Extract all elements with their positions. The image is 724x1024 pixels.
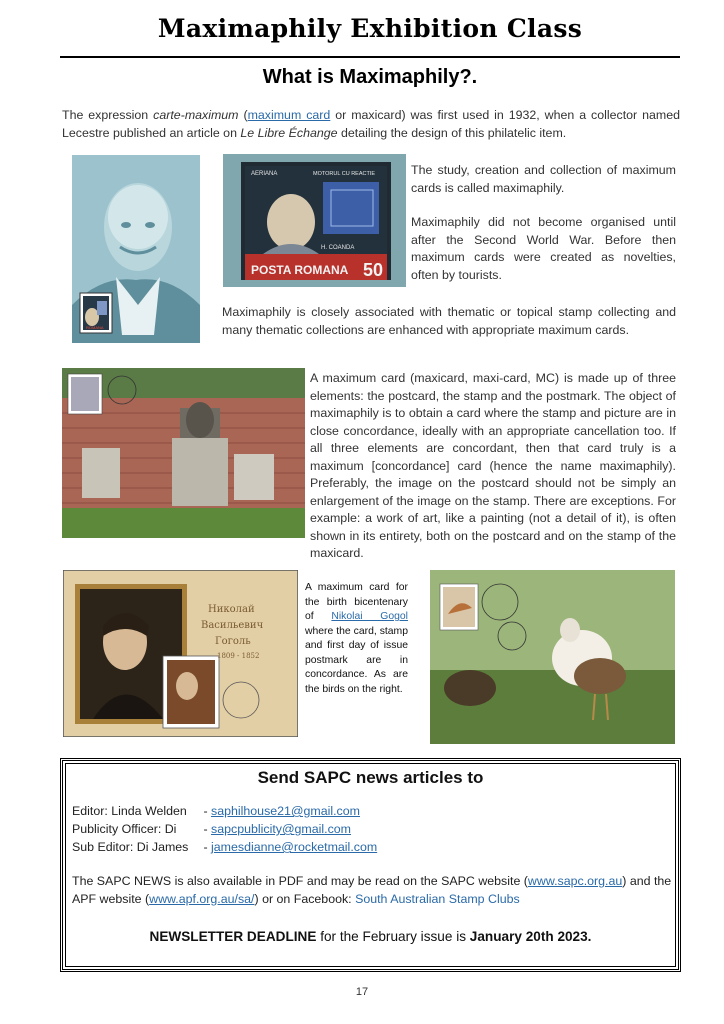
card-text-line1: Николай bbox=[208, 604, 255, 615]
stamp-label-left: AERIANA bbox=[251, 171, 278, 177]
sapc-website-link[interactable]: www.sapc.org.au bbox=[527, 874, 623, 888]
coanda-stamp-image bbox=[223, 154, 406, 287]
subeditor-row: Sub Editor: Di James - jamesdianne@rocketmail.com bbox=[72, 840, 378, 854]
birds-maxicard-image bbox=[430, 570, 675, 744]
editor-email-link[interactable]: saphilhouse21@gmail.com bbox=[211, 804, 360, 818]
nikolai-gogol-link[interactable]: Nikolai Gogol bbox=[331, 611, 408, 622]
subeditor-role: Sub Editor: Di James bbox=[72, 840, 189, 854]
newsletter-deadline: NEWSLETTER DEADLINE for the February issue is January 20th 2023. bbox=[149, 929, 592, 944]
facebook-link[interactable]: South Australian Stamp Clubs bbox=[355, 892, 520, 906]
svg-text:ROMANA: ROMANA bbox=[86, 325, 104, 330]
card-text-line3: Гоголь bbox=[215, 636, 251, 647]
page-number: 17 bbox=[355, 986, 369, 998]
card-text-line2: Васильевич bbox=[201, 620, 264, 631]
header-rule bbox=[60, 56, 680, 58]
publicity-row: Publicity Officer: Di - sapcpublicity@gmail.com bbox=[72, 822, 351, 836]
contact-box-title: Send SAPC news articles to bbox=[257, 768, 484, 787]
stamp-label-right: MOTORUL CU REACTIE bbox=[313, 171, 376, 177]
maximum-card-explanation-paragraph: A maximum card (maxicard, maxi-card, MC) is made up of three elements: the postcard, the stamp and the postmark. The object of maximaphily is to obtain a card where the stamp and picture are in close concordance, ideally with an appropriate cancellation too. If all three elements are concordant, then that card truly is a maximum [concordance] card (hence the name maximaphily). Preferably, the image on the postcard should not be simply an enlargement of the image on the stamp. There are exceptions. For example: a work of art, like a painting (not a detail of it), is often shown in its entirety, both on the postcard and on the stamp of the maxicard. bbox=[310, 371, 676, 560]
maximaphily-definition-paragraph: The study, creation and collection of maximum cards is called maximaphily. bbox=[411, 163, 676, 195]
gogol-maxicard-image bbox=[63, 570, 298, 737]
apf-website-link[interactable]: www.apf.org.au/sa/ bbox=[149, 892, 255, 906]
editor-role: Editor: Linda Welden bbox=[72, 804, 187, 818]
masthead-title: Maximaphily Exhibition Class bbox=[157, 14, 583, 43]
stamp-label-value: 50 bbox=[363, 260, 384, 280]
coanda-maxicard-image bbox=[72, 155, 200, 343]
publicity-role: Publicity Officer: Di bbox=[72, 822, 177, 836]
article-title: What is Maximaphily?. bbox=[262, 66, 478, 88]
publicity-email-link[interactable]: sapcpublicity@gmail.com bbox=[211, 822, 351, 836]
card-text-years: 1809 - 1852 bbox=[217, 652, 260, 660]
intro-paragraph: The expression carte-maximum (maximum card or maxicard) was first used in 1932, when a collector named Lecestre published an article on Le Libre Échange detailing the design of this philatelic item. bbox=[62, 108, 681, 140]
thematic-paragraph: Maximaphily is closely associated with thematic or topical stamp collecting and many thematic collections are enhanced with appropriate maximum cards. bbox=[222, 305, 676, 337]
maximum-card-link[interactable]: maximum card bbox=[247, 108, 331, 122]
gogol-caption: A maximum card for the birth bicentenary of Nikolai Gogol where the card, stamp and first day of issue postmark are in concordance. As are the birds on the right. bbox=[305, 582, 408, 695]
editor-row: Editor: Linda Welden - saphilhouse21@gmail.com bbox=[72, 804, 360, 818]
subeditor-email-link[interactable]: jamesdianne@rocketmail.com bbox=[211, 840, 378, 854]
stamp-label-country: POSTA ROMANA bbox=[251, 263, 349, 277]
stamp-label-name: H. COANDA bbox=[321, 245, 355, 251]
history-paragraph: Maximaphily did not become organised until after the Second World War. Before then maximum cards were created as novelties, often by tourists. bbox=[411, 215, 676, 282]
availability-paragraph: The SAPC NEWS is also available in PDF and may be read on the SAPC website (www.sapc.org.au) and the APF website (www.apf.org.au/sa/) or on Facebook: South Australian Stamp Clubs bbox=[72, 874, 672, 906]
